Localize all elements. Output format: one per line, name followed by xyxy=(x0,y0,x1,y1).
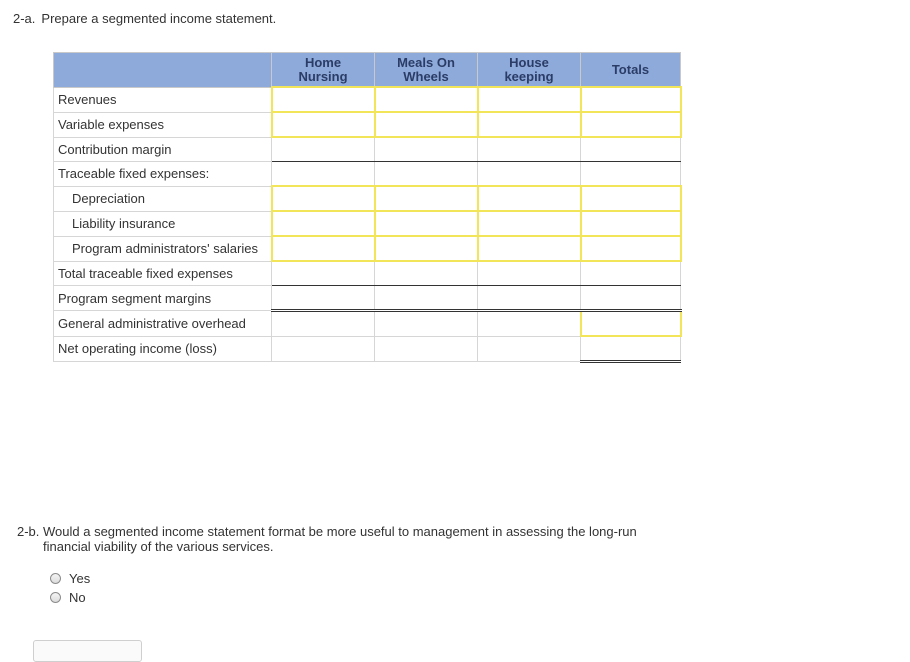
row-label: Total traceable fixed expenses xyxy=(54,261,272,286)
row-label: Revenues xyxy=(54,87,272,112)
amount-input[interactable] xyxy=(376,88,477,111)
table-row xyxy=(54,162,681,187)
cell-meals-on-wheels[interactable] xyxy=(375,137,478,162)
cell-totals[interactable] xyxy=(581,186,681,211)
cell-meals-on-wheels[interactable] xyxy=(375,211,478,236)
amount-input[interactable] xyxy=(582,113,680,136)
cell-housekeeping[interactable] xyxy=(478,186,581,211)
amount-input[interactable] xyxy=(479,113,580,136)
row-label: Contribution margin xyxy=(54,137,272,162)
amount-input[interactable] xyxy=(272,262,374,285)
cell-home-nursing[interactable] xyxy=(272,112,375,137)
question-prompt: Prepare a segmented income statement. xyxy=(41,11,277,26)
amount-input[interactable] xyxy=(479,212,580,235)
cell-housekeeping[interactable] xyxy=(478,261,581,286)
amount-input[interactable] xyxy=(273,113,374,136)
cell-meals-on-wheels[interactable] xyxy=(375,236,478,261)
row-label: Program segment margins xyxy=(54,286,272,311)
cell-totals xyxy=(581,162,681,187)
table-row xyxy=(54,286,681,311)
option-label: No xyxy=(69,590,86,605)
option-yes[interactable] xyxy=(50,571,90,586)
amount-input[interactable] xyxy=(478,262,580,285)
table-row xyxy=(54,311,681,337)
cell-meals-on-wheels xyxy=(375,311,478,337)
radio-yes[interactable] xyxy=(50,573,61,584)
cell-home-nursing xyxy=(272,311,375,337)
amount-input[interactable] xyxy=(581,138,680,161)
cell-meals-on-wheels[interactable] xyxy=(375,261,478,286)
row-label: Depreciation xyxy=(54,186,272,211)
question-2b xyxy=(17,524,637,554)
cell-housekeeping[interactable] xyxy=(478,286,581,311)
header-blank xyxy=(54,53,272,88)
table-row xyxy=(54,336,681,362)
cell-totals[interactable] xyxy=(581,137,681,162)
cell-home-nursing[interactable] xyxy=(272,236,375,261)
table-row xyxy=(54,137,681,162)
cell-home-nursing[interactable] xyxy=(272,137,375,162)
amount-input[interactable] xyxy=(478,138,580,161)
table-row xyxy=(54,112,681,137)
cell-home-nursing[interactable] xyxy=(272,186,375,211)
amount-input[interactable] xyxy=(479,237,580,260)
cell-housekeeping[interactable] xyxy=(478,236,581,261)
amount-input[interactable] xyxy=(582,312,680,335)
amount-input[interactable] xyxy=(582,212,680,235)
cell-housekeeping[interactable] xyxy=(478,137,581,162)
row-label: Liability insurance xyxy=(54,211,272,236)
header-home-nursing: Home Nursing xyxy=(272,53,375,88)
amount-input[interactable] xyxy=(581,262,680,285)
table-row xyxy=(54,236,681,261)
cell-home-nursing[interactable] xyxy=(272,286,375,311)
cell-meals-on-wheels[interactable] xyxy=(375,186,478,211)
amount-input[interactable] xyxy=(478,286,580,309)
next-button[interactable] xyxy=(33,640,142,662)
question-2a xyxy=(13,11,276,26)
cell-housekeeping xyxy=(478,162,581,187)
cell-totals[interactable] xyxy=(581,236,681,261)
amount-input[interactable] xyxy=(582,187,680,210)
cell-meals-on-wheels xyxy=(375,162,478,187)
amount-input[interactable] xyxy=(375,138,477,161)
amount-input[interactable] xyxy=(376,212,477,235)
question-text: Would a segmented income statement format be more useful to management in assessing the long-run financial viability of the various services. xyxy=(43,524,637,554)
row-label: Program administrators' salaries xyxy=(54,236,272,261)
question-number: 2-b. xyxy=(17,524,40,539)
row-label: General administrative overhead xyxy=(54,311,272,337)
amount-input[interactable] xyxy=(273,212,374,235)
amount-input[interactable] xyxy=(581,286,680,309)
cell-totals[interactable] xyxy=(581,336,681,362)
row-label: Net operating income (loss) xyxy=(54,336,272,362)
cell-meals-on-wheels[interactable] xyxy=(375,87,478,112)
amount-input[interactable] xyxy=(273,187,374,210)
radio-no[interactable] xyxy=(50,592,61,603)
row-label: Variable expenses xyxy=(54,112,272,137)
cell-home-nursing[interactable] xyxy=(272,87,375,112)
cell-home-nursing xyxy=(272,336,375,362)
cell-housekeeping[interactable] xyxy=(478,211,581,236)
header-totals: Totals xyxy=(581,53,681,88)
cell-housekeeping xyxy=(478,311,581,337)
amount-input[interactable] xyxy=(273,237,374,260)
amount-input[interactable] xyxy=(376,237,477,260)
header-meals-on-wheels: Meals On Wheels xyxy=(375,53,478,88)
cell-totals[interactable] xyxy=(581,286,681,311)
cell-totals[interactable] xyxy=(581,311,681,337)
cell-housekeeping xyxy=(478,336,581,362)
amount-input[interactable] xyxy=(272,138,374,161)
table-row xyxy=(54,211,681,236)
segmented-income-statement-table xyxy=(53,52,682,363)
cell-totals[interactable] xyxy=(581,87,681,112)
cell-housekeeping[interactable] xyxy=(478,87,581,112)
question-number: 2-a. xyxy=(13,11,36,26)
amount-input[interactable] xyxy=(375,286,477,309)
cell-home-nursing[interactable] xyxy=(272,211,375,236)
cell-totals[interactable] xyxy=(581,261,681,286)
cell-meals-on-wheels[interactable] xyxy=(375,112,478,137)
amount-input[interactable] xyxy=(376,187,477,210)
amount-input[interactable] xyxy=(582,237,680,260)
option-no[interactable] xyxy=(50,590,86,605)
amount-input[interactable] xyxy=(272,286,374,309)
table-row xyxy=(54,261,681,286)
amount-input[interactable] xyxy=(581,337,680,360)
cell-totals[interactable] xyxy=(581,211,681,236)
cell-home-nursing[interactable] xyxy=(272,261,375,286)
cell-meals-on-wheels xyxy=(375,336,478,362)
header-row xyxy=(54,53,681,88)
option-label: Yes xyxy=(69,571,91,586)
row-label: Traceable fixed expenses: xyxy=(54,162,272,187)
cell-housekeeping[interactable] xyxy=(478,112,581,137)
cell-home-nursing xyxy=(272,162,375,187)
amount-input[interactable] xyxy=(582,88,680,111)
amount-input[interactable] xyxy=(479,187,580,210)
amount-input[interactable] xyxy=(376,113,477,136)
header-housekeeping: House keeping xyxy=(478,53,581,88)
table-row xyxy=(54,186,681,211)
table-row xyxy=(54,87,681,112)
amount-input[interactable] xyxy=(273,88,374,111)
cell-totals[interactable] xyxy=(581,112,681,137)
amount-input[interactable] xyxy=(479,88,580,111)
amount-input[interactable] xyxy=(375,262,477,285)
cell-meals-on-wheels[interactable] xyxy=(375,286,478,311)
